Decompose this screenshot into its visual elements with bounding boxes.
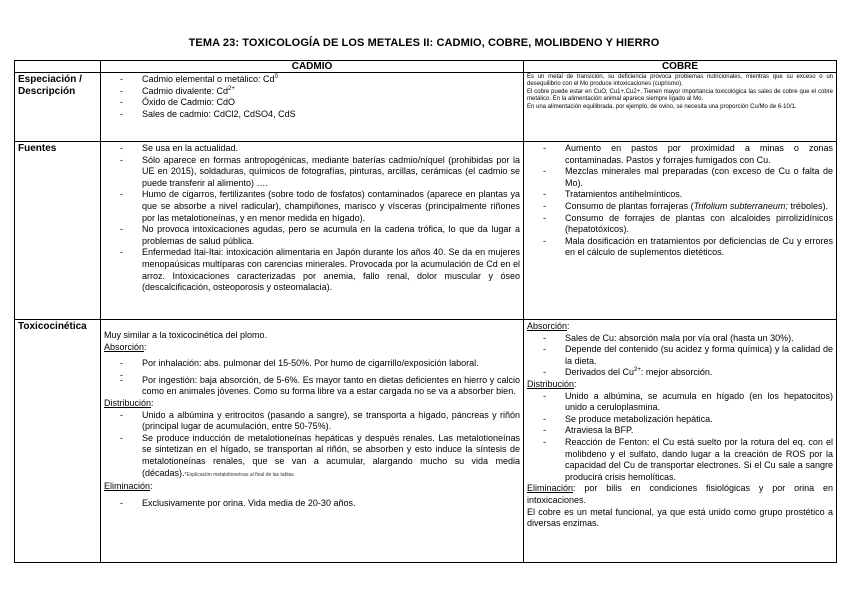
row-label-especiacion: Especiación / Descripción [15, 73, 101, 142]
list-item: - Sólo aparece en formas antropogénicas, mediante baterías cadmio/níquel (prohibidas por la UE en 2015), soldaduras, químicos de fotografías, pinturas, arcillas, cerámicas (el cadmio se puede transferir al alimento) …. [104, 155, 520, 190]
list-item: - Mezclas minerales mal preparadas (con exceso de Cu o falta de Mo). [527, 166, 833, 189]
cobre-final-note: El cobre es un metal funcional, ya que está unido como grupo prostético a diversas enzimas. [527, 506, 833, 529]
comparison-table [14, 60, 837, 563]
cadmio-absorcion-list [104, 358, 520, 398]
cobre-absorcion-heading: Absorción: [527, 321, 570, 331]
row-especiacion [15, 73, 837, 142]
cadmio-eliminacion-list [104, 498, 520, 510]
list-item: - Tratamientos antihelmínticos. [527, 189, 833, 201]
list-item: - Unido a albúmina y eritrocitos (pasando a sangre), se transporta a hígado, páncreas y riñón (principal lugar de acumulación, entre 50-75%). [104, 410, 520, 433]
cadmio-intro: Muy similar a la toxicocinética del plomo. [104, 330, 268, 340]
list-item: - Mala dosificación en tratamientos por deficiencias de Cu y errores en el cálculo de suplementos dietéticos. [527, 236, 833, 259]
list-item: - Se produce metabolización hepática. [527, 414, 833, 426]
list-item: - Por inhalación: abs. pulmonar del 15-50%. Por humo de cigarrillo/exposición laboral. [104, 358, 520, 370]
list-item: - Se produce inducción de metalotioneínas hepáticas y después renales. Las metalotioneínas se sintetizan en el hígado, se transportan al riñón, se absorben y esto induce la síntesis de metalotioneínas renales, que se van a acumular, alargando mucho su vida media (décadas).*Explicación metalotioneínas al final de las tablas [104, 433, 520, 481]
list-item: - Enfermedad Itai-Itai: intoxicación alimentaria en Japón durante los años 40. Se da en mujeres menopaúsicas multíparas con carencias minerales. Provocada por la acumulación de Cd en el arroz. Intoxicaciones caracterizadas por anemia, fallo renal, dolor muscular y óseo (descalcificación, osteoporosis y osteomalacia). [104, 247, 520, 293]
list-item: - Sales de Cu: absorción mala por vía oral (hasta un 30%). [527, 333, 833, 345]
list-item: - No provoca intoxicaciones agudas, pero se acumula en la cadena trófica, lo que da lugar a problemas de salud pública. [104, 224, 520, 247]
fuentes-cobre-list [527, 143, 833, 259]
list-item: - Se usa en la actualidad. [104, 143, 520, 155]
page-title: TEMA 23: TOXICOLOGÍA DE LOS METALES II: CADMIO, COBRE, MOLIBDENO Y HIERRO [188, 37, 660, 49]
list-item: - Sales de cadmio: CdCl2, CdSO4, CdS [104, 109, 520, 121]
list-item: - Reacción de Fenton: el Cu está suelto por la rotura del eq. con el molibdeno y el sulfato, dando lugar a la creación de ROS por la capacidad del Cu de transportar electrones. Si el Cu sale a sangre producirá crisis hemolíticas. [527, 437, 833, 483]
cadmio-distribucion-heading: Distribución: [104, 397, 154, 408]
list-item: - Aumento en pastos por proximidad a minas o zonas contaminadas. Pastos y forrajes fumigados con Cu. [527, 143, 833, 166]
cobre-description-3: En una alimentación equilibrada, por ejemplo, de ovino, se necesita una proporción Cu/Mo de 6-10/1. [527, 103, 797, 110]
header-cobre: COBRE [524, 61, 837, 73]
list-item: - Depende del contenido (su acidez y forma química) y la calidad de la dieta. [527, 344, 833, 367]
list-item: - Unido a albúmina, se acumula en hígado (en los hepatocitos) unido a ceruloplasmina. [527, 391, 833, 414]
cobre-distribucion-heading: Distribución: [527, 378, 577, 389]
list-item: - Atraviesa la BFP. [527, 425, 833, 437]
list-item: - Por ingestión: baja absorción, de 5-6%. Es mayor tanto en dietas deficientes en hierro y calcio como en animales jóvenes. Como su forma libre va a estar cargada no se va a absorber bien. [104, 375, 520, 398]
row-label-fuentes: Fuentes [15, 142, 101, 320]
especiacion-cobre-cell [524, 73, 837, 142]
empty-header-cell [15, 61, 101, 73]
cadmio-eliminacion-heading: Eliminación: [104, 481, 153, 492]
toxicocinetica-cobre-cell [524, 320, 837, 563]
fuentes-cadmio-cell [101, 142, 524, 320]
cobre-absorcion-list [527, 333, 833, 379]
list-item: - Cadmio elemental o metálico: Cd$^0$ [104, 74, 520, 86]
list-item: - Exclusivamente por orina. Vida media de 20-30 años. [104, 498, 520, 510]
cadmio-distribucion-list [104, 410, 520, 482]
list-item: - Cadmio divalente: $Cd^{2+}$ [104, 86, 520, 98]
cobre-description-2: El cobre puede estar en CuO, Cu1+,Cu2+. Tienen mayor importancia toxicológica las sales de cobre que el cobre metálico. En la alimentación animal aparece siempre ligado al Mo. [527, 88, 833, 103]
row-toxicocinetica [15, 320, 837, 563]
list-item: - Consumo de forrajes de plantas con alcaloides pirrolizidínicos (hepatotóxicos). [527, 213, 833, 236]
cobre-description-1: Es un metal de transición, su deficiencia provoca problemas nutricionales, mientras que su exceso o un desequilibrio con el Mo produce intoxicaciones (cuprismo). [527, 74, 833, 88]
list-item: - Humo de cigarros, fertilizantes (sobre todo de fosfatos) contaminados (aparece en plantas ya que se absorbe a nivel radicular), champiñones, marisco y vísceras (principalmente riñones por las metalotioneínas, y en menor medida en hígado). [104, 189, 520, 224]
fuentes-cadmio-list [104, 143, 520, 294]
cadmio-absorcion-heading: Absorción: [104, 341, 147, 352]
especiacion-cadmio-list [104, 74, 520, 120]
list-item: - Consumo de plantas forrajeras (Trifolium subterraneum; tréboles). [527, 201, 833, 213]
fuentes-cobre-cell [524, 142, 837, 320]
footnote: *Explicación metalotioneínas al final de las tablas [184, 471, 294, 478]
header-row [15, 61, 837, 73]
cobre-eliminacion: Eliminación: por bilis en condiciones fisiológicas y por orina en intoxicaciones. [527, 483, 833, 505]
row-fuentes [15, 142, 837, 320]
list-item: - Óxido de Cadmio: CdO [104, 97, 520, 109]
list-item: - Derivados del $Cu^{2+}$: mejor absorción. [527, 367, 833, 379]
toxicocinetica-cadmio-cell [101, 320, 524, 563]
cobre-distribucion-list [527, 391, 833, 484]
header-cadmio: CADMIO [101, 61, 524, 73]
especiacion-cadmio-cell [101, 73, 524, 142]
row-label-toxicocinetica: Toxicocinética [15, 320, 101, 563]
